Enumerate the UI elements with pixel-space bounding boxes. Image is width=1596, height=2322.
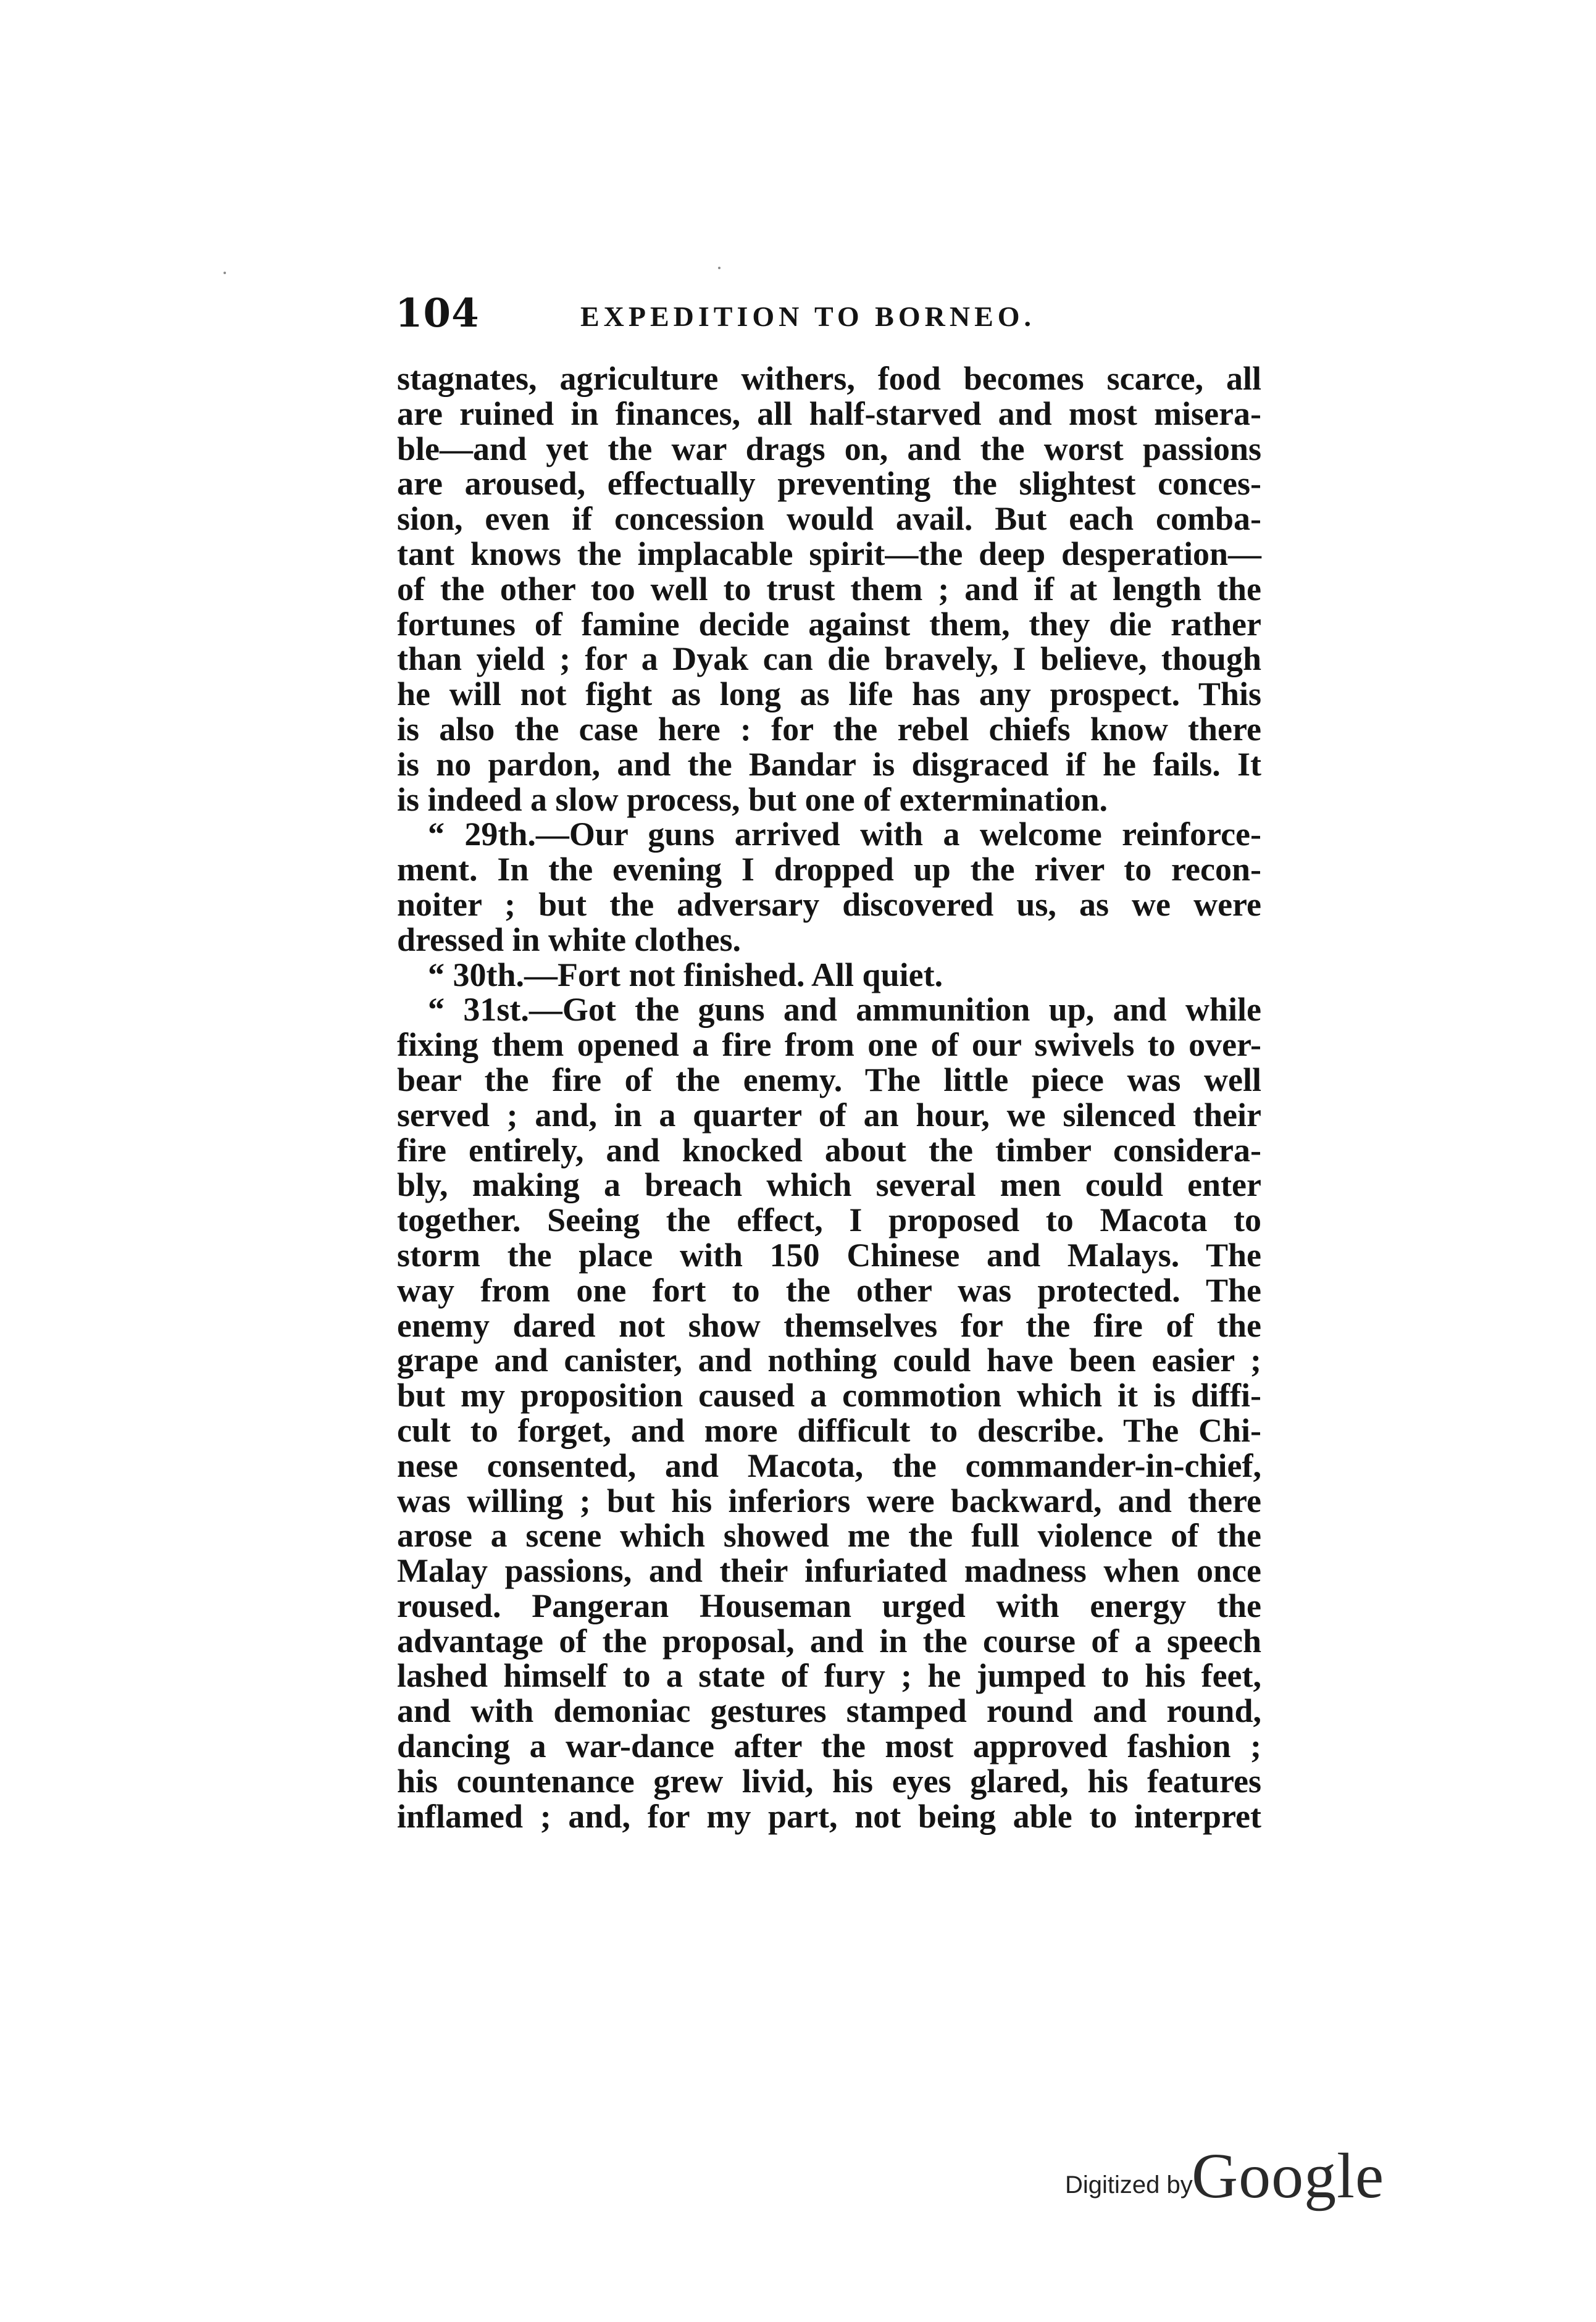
text-line: grape and canister, and nothing could have been easier ; (397, 1342, 1261, 1379)
text-line: tant knows the implacable spirit—the deep desperation— (397, 535, 1261, 572)
page-number: 104 (395, 290, 480, 336)
text-line: his countenance grew livid, his eyes glared, his features (397, 1762, 1261, 1800)
body-text (397, 361, 1261, 1834)
text-line: are ruined in finances, all half-starved and most misera- (397, 395, 1261, 432)
text-line: stagnates, agriculture withers, food becomes scarce, all (397, 360, 1261, 397)
running-title: EXPEDITION TO BORNEO. (580, 301, 1036, 332)
scan-speck (224, 272, 226, 274)
text-line: are aroused, effectually preventing the slightest conces- (397, 465, 1261, 503)
text-line: noiter ; but the adversary discovered us, as we were (397, 885, 1261, 923)
text-line: bly, making a breach which several men could enter (397, 1166, 1261, 1204)
text-line: Malay passions, and their infuriated madness when once (397, 1552, 1261, 1590)
text-line: lashed himself to a state of fury ; he jumped to his feet, (397, 1657, 1261, 1695)
text-line: of the other too well to trust them ; and if at length the (397, 570, 1261, 608)
text-line: nese consented, and Macota, the commander-in-chief, (397, 1447, 1261, 1484)
text-line: cult to forget, and more difficult to describe. The Chi- (397, 1411, 1261, 1449)
text-line: way from one fort to the other was protected. The (397, 1271, 1261, 1309)
paragraph-end-line: is indeed a slow process, but one of extermination. (397, 780, 1108, 818)
text-line: arose a scene which showed me the full violence of the (397, 1517, 1261, 1555)
paragraph-end-line: dressed in white clothes. (397, 921, 742, 958)
text-line: he will not fight as long as life has any prospect. This (397, 675, 1261, 713)
text-line: was willing ; but his inferiors were backward, and there (397, 1482, 1261, 1519)
text-line: than yield ; for a Dyak can die bravely, I believe, though (397, 640, 1261, 678)
text-line: is also the case here : for the rebel chiefs know there (397, 710, 1261, 748)
text-line: advantage of the proposal, and in the course of a speech (397, 1622, 1261, 1660)
scan-speck (718, 267, 721, 269)
text-line: ble—and yet the war drags on, and the worst passions (397, 430, 1261, 467)
text-line: enemy dared not show themselves for the fire of the (397, 1306, 1261, 1344)
text-line: dancing a war-dance after the most approved fashion ; (397, 1727, 1261, 1765)
text-line: served ; and, in a quarter of an hour, we silenced their (397, 1096, 1261, 1134)
text-line: sion, even if concession would avail. But each comba- (397, 500, 1261, 538)
watermark-digitized-text: Digitized by (1065, 2171, 1193, 2199)
entry-31st-line: “ 31st.—Got the guns and ammunition up, and while (428, 991, 1261, 1029)
text-line: fixing them opened a fire from one of our swivels to over- (397, 1026, 1261, 1064)
text-line: ment. In the evening I dropped up the river to recon- (397, 851, 1261, 888)
google-logo: Google (1192, 2140, 1385, 2211)
text-line: is no pardon, and the Bandar is disgraced if he fails. It (397, 745, 1261, 783)
text-line: storm the place with 150 Chinese and Malays. The (397, 1236, 1261, 1274)
text-line: fire entirely, and knocked about the timber considera- (397, 1131, 1261, 1169)
entry-30th-line: “ 30th.—Fort not finished. All quiet. (428, 956, 943, 993)
text-line: inflamed ; and, for my part, not being able to interpret (397, 1797, 1261, 1835)
entry-29th-line: “ 29th.—Our guns arrived with a welcome reinforce- (428, 816, 1261, 853)
text-line: but my proposition caused a commotion which it is diffi- (397, 1377, 1261, 1414)
text-line: bear the fire of the enemy. The little piece was well (397, 1061, 1261, 1098)
text-line: fortunes of famine decide against them, they die rather (397, 605, 1261, 643)
text-line: together. Seeing the effect, I proposed to Macota to (397, 1201, 1261, 1239)
text-line: roused. Pangeran Houseman urged with energy the (397, 1587, 1261, 1624)
text-line: and with demoniac gestures stamped round and round, (397, 1692, 1261, 1730)
running-head (395, 285, 1260, 353)
digitized-by-google-watermark (1065, 2139, 1411, 2211)
